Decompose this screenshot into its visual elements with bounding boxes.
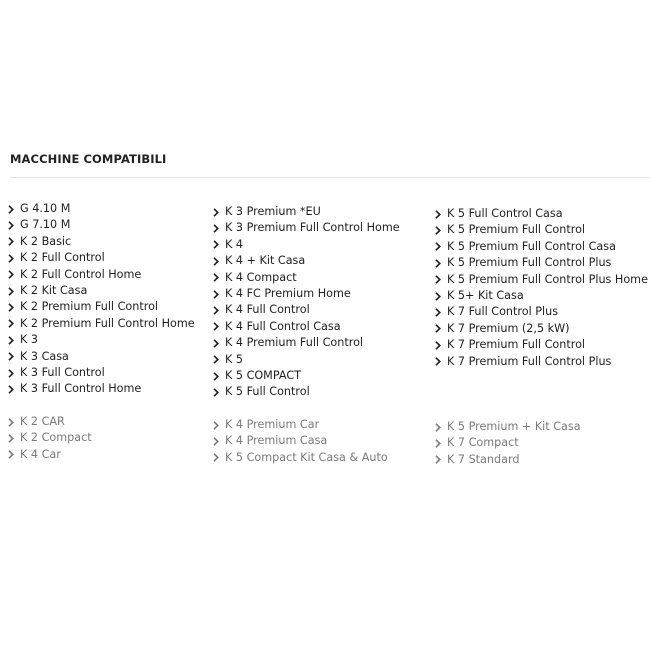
machine-link[interactable] — [8, 414, 92, 430]
chevron-right-icon — [8, 205, 14, 214]
chevron-right-icon — [435, 226, 441, 235]
machine-link[interactable] — [435, 239, 648, 255]
chevron-right-icon — [213, 355, 219, 364]
machine-link[interactable] — [8, 201, 195, 217]
chevron-right-icon — [213, 257, 219, 266]
machine-link[interactable] — [8, 430, 92, 446]
machine-link[interactable] — [435, 435, 581, 451]
machine-label: K 5 Full Control — [225, 385, 310, 399]
machine-link[interactable] — [8, 349, 195, 365]
machine-link[interactable] — [8, 283, 195, 299]
machine-label: K 3 Premium Full Control Home — [225, 221, 400, 235]
machine-link[interactable] — [213, 384, 400, 400]
machine-link[interactable] — [213, 204, 400, 220]
chevron-right-icon — [435, 423, 441, 432]
machine-link[interactable] — [213, 302, 400, 318]
chevron-right-icon — [213, 224, 219, 233]
chevron-right-icon — [8, 336, 14, 345]
machine-label: K 5 Premium Full Control — [447, 223, 586, 237]
chevron-right-icon — [435, 242, 441, 251]
machine-label: K 7 Premium (2,5 kW) — [447, 321, 570, 335]
chevron-right-icon — [435, 275, 441, 284]
machine-label: K 4 FC Premium Home — [225, 286, 351, 300]
machine-link[interactable] — [213, 270, 400, 286]
current-machines-list — [8, 201, 195, 398]
machine-label: K 2 Compact — [20, 431, 92, 445]
chevron-right-icon — [213, 240, 219, 249]
machine-label: K 4 Premium Car — [225, 418, 320, 431]
machine-label: G 4.10 M — [20, 202, 71, 215]
machine-link[interactable] — [435, 419, 581, 435]
machine-link[interactable] — [213, 450, 388, 466]
machine-label: K 5+ Kit Casa — [447, 288, 524, 302]
current-machines-list — [435, 206, 648, 370]
machine-label: K 4 — [225, 237, 244, 251]
machine-label: K 2 Kit Casa — [20, 283, 88, 297]
machine-link[interactable] — [8, 217, 195, 233]
chevron-right-icon — [8, 319, 14, 328]
machine-label: K 5 Premium Full Control Plus — [447, 256, 612, 270]
machine-label: K 4 Full Control — [225, 303, 310, 317]
machine-label: K 2 CAR — [20, 415, 65, 428]
chevron-right-icon — [213, 208, 219, 217]
machine-link[interactable] — [435, 321, 648, 337]
machine-label: K 4 + Kit Casa — [225, 254, 306, 268]
chevron-right-icon — [435, 357, 441, 366]
machine-link[interactable] — [435, 206, 648, 222]
chevron-right-icon — [213, 388, 219, 397]
legacy-machines-list — [435, 419, 581, 468]
machine-link[interactable] — [435, 255, 648, 271]
machine-link[interactable] — [213, 220, 400, 236]
chevron-right-icon — [8, 254, 14, 263]
chevron-right-icon — [213, 421, 219, 430]
machine-label: K 3 Full Control — [20, 365, 105, 379]
machine-link[interactable] — [435, 222, 648, 238]
machine-link[interactable] — [8, 299, 195, 315]
machine-label: K 5 Premium Full Control Plus Home — [447, 272, 648, 286]
machine-label: K 3 — [20, 333, 39, 347]
machine-link[interactable] — [8, 365, 195, 381]
machine-label: K 5 Premium + Kit Casa — [447, 420, 581, 433]
chevron-right-icon — [213, 322, 219, 331]
machine-label: K 7 Full Control Plus — [447, 305, 559, 319]
chevron-right-icon — [213, 453, 219, 462]
machine-link[interactable] — [8, 316, 195, 332]
current-machines-list — [213, 204, 400, 401]
machine-link[interactable] — [213, 352, 400, 368]
chevron-right-icon — [8, 369, 14, 378]
machine-label: K 5 — [225, 352, 244, 366]
machine-label: K 2 Premium Full Control Home — [20, 316, 195, 330]
machine-link[interactable] — [213, 433, 388, 449]
machine-link[interactable] — [435, 337, 648, 353]
chevron-right-icon — [8, 287, 14, 296]
chevron-right-icon — [435, 455, 441, 464]
machine-label: K 4 Full Control Casa — [225, 319, 341, 333]
section-divider — [10, 177, 650, 178]
section-title: MACCHINE COMPATIBILI — [10, 152, 167, 166]
chevron-right-icon — [8, 352, 14, 361]
chevron-right-icon — [8, 221, 14, 230]
machine-label: K 5 Premium Full Control Casa — [447, 239, 616, 253]
chevron-right-icon — [435, 341, 441, 350]
chevron-right-icon — [8, 303, 14, 312]
machine-link[interactable] — [435, 288, 648, 304]
machine-link[interactable] — [213, 253, 400, 269]
machine-link[interactable] — [8, 267, 195, 283]
machine-label: K 2 Full Control Home — [20, 267, 142, 281]
chevron-right-icon — [435, 308, 441, 317]
machine-link[interactable] — [8, 332, 195, 348]
machine-link[interactable] — [435, 304, 648, 320]
legacy-machines-list — [8, 414, 92, 463]
machine-link[interactable] — [213, 319, 400, 335]
machine-label: K 2 Full Control — [20, 251, 105, 265]
machine-link[interactable] — [435, 452, 581, 468]
machine-label: K 4 Compact — [225, 270, 297, 284]
chevron-right-icon — [213, 290, 219, 299]
machine-label: K 5 COMPACT — [225, 368, 301, 382]
machine-label: K 7 Standard — [447, 452, 520, 466]
chevron-right-icon — [213, 339, 219, 348]
machine-link[interactable] — [435, 354, 648, 370]
machine-link[interactable] — [213, 417, 388, 433]
machine-label: K 5 Compact Kit Casa & Auto — [225, 450, 388, 464]
chevron-right-icon — [213, 306, 219, 315]
machine-link[interactable] — [213, 368, 400, 384]
machine-link[interactable] — [8, 234, 195, 250]
chevron-right-icon — [435, 324, 441, 333]
chevron-right-icon — [213, 372, 219, 381]
machine-label: K 7 Premium Full Control Plus — [447, 354, 612, 368]
machine-label: K 2 Basic — [20, 234, 72, 248]
machine-link[interactable] — [435, 272, 648, 288]
chevron-right-icon — [213, 437, 219, 446]
chevron-right-icon — [213, 273, 219, 282]
chevron-right-icon — [8, 385, 14, 394]
machine-label: K 3 Casa — [20, 349, 69, 363]
machine-label: K 4 Premium Casa — [225, 434, 328, 448]
machine-link[interactable] — [8, 447, 92, 463]
machine-label: G 7.10 M — [20, 218, 71, 232]
machine-link[interactable] — [213, 335, 400, 351]
machine-link[interactable] — [213, 237, 400, 253]
chevron-right-icon — [8, 418, 14, 427]
machine-label: K 3 Premium *EU — [225, 205, 321, 218]
machine-link[interactable] — [213, 286, 400, 302]
machine-label: K 2 Premium Full Control — [20, 300, 159, 314]
machine-link[interactable] — [8, 381, 195, 397]
chevron-right-icon — [435, 439, 441, 448]
machine-label: K 5 Full Control Casa — [447, 207, 563, 220]
chevron-right-icon — [8, 450, 14, 459]
legacy-machines-list — [213, 417, 388, 466]
machine-label: K 7 Premium Full Control — [447, 338, 586, 352]
chevron-right-icon — [8, 270, 14, 279]
chevron-right-icon — [435, 259, 441, 268]
machine-label: K 4 Car — [20, 447, 61, 461]
chevron-right-icon — [8, 237, 14, 246]
machine-label: K 4 Premium Full Control — [225, 336, 364, 350]
chevron-right-icon — [8, 434, 14, 443]
machine-label: K 7 Compact — [447, 436, 519, 450]
chevron-right-icon — [435, 210, 441, 219]
machine-label: K 3 Full Control Home — [20, 382, 142, 396]
machine-link[interactable] — [8, 250, 195, 266]
chevron-right-icon — [435, 292, 441, 301]
